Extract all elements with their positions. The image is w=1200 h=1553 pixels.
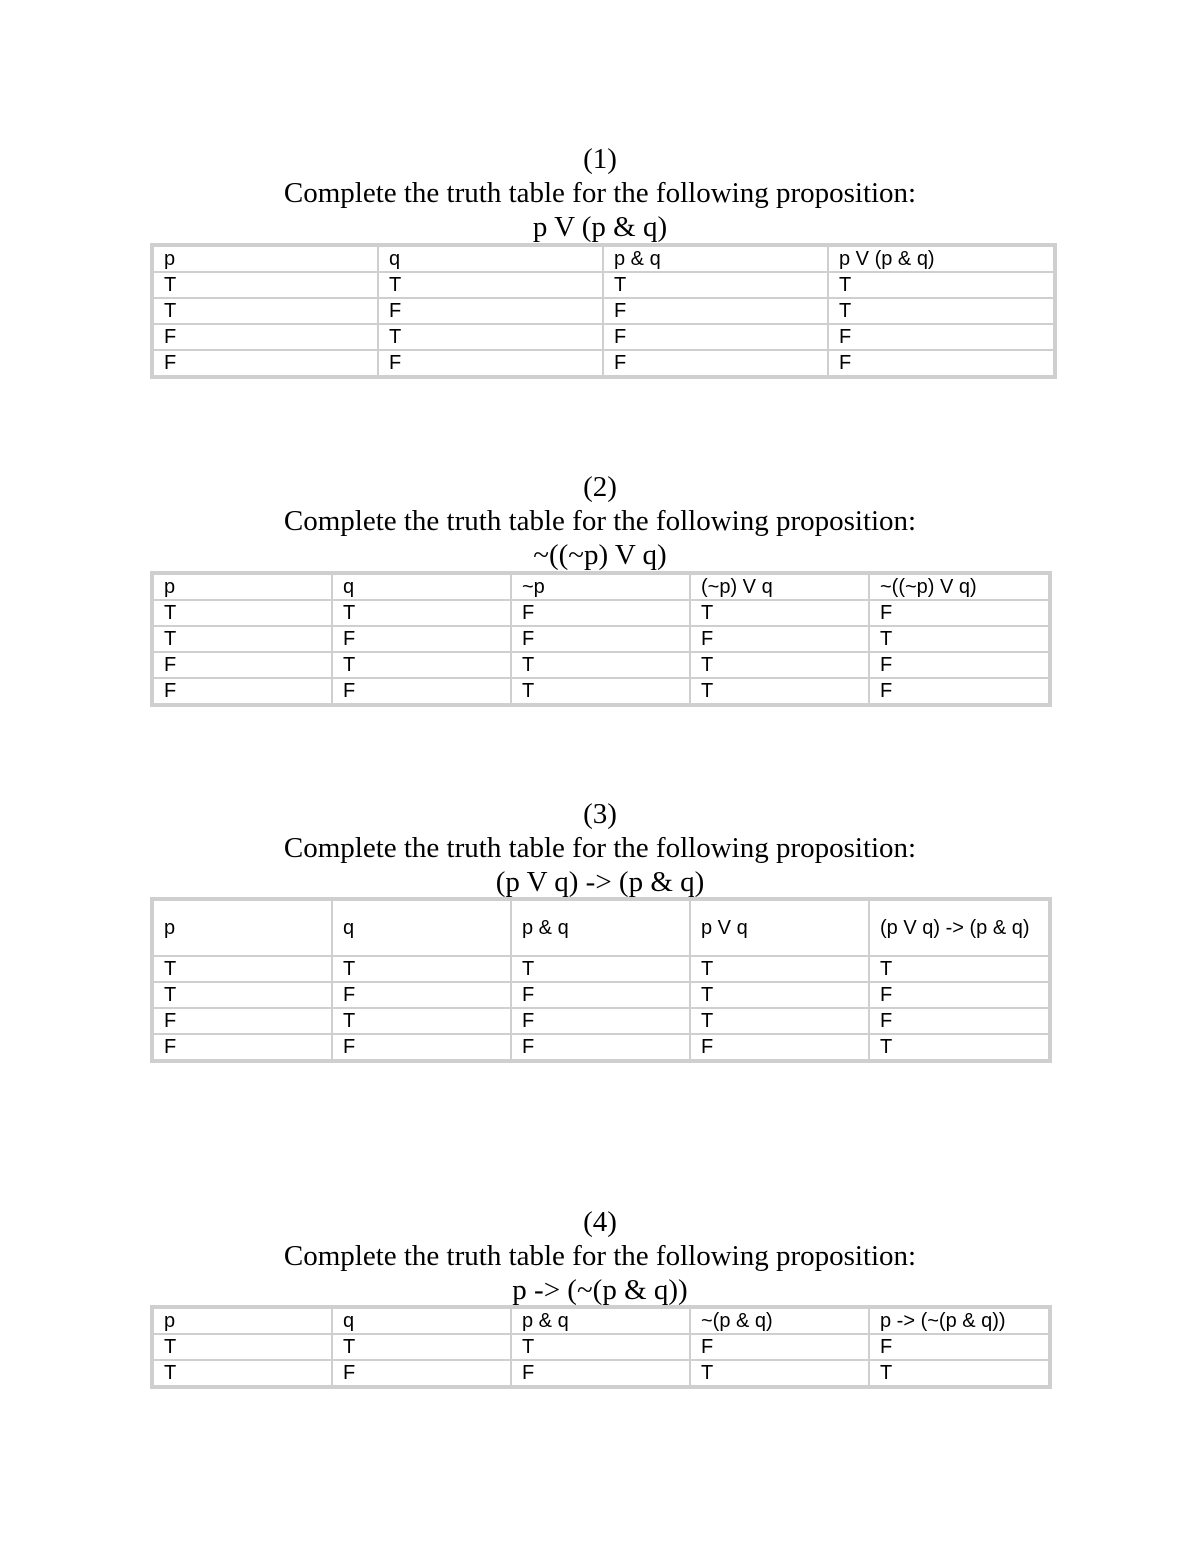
header-cell: p & q	[603, 246, 828, 272]
truth-table-2	[150, 571, 1052, 707]
header-cell: q	[332, 1308, 511, 1334]
table-row	[153, 626, 1049, 652]
table-cell: T	[153, 982, 332, 1008]
table-row	[153, 1008, 1049, 1034]
table-cell: F	[828, 350, 1054, 376]
problem-number: (4)	[583, 1206, 617, 1238]
truth-table-3	[150, 897, 1052, 1063]
table-cell: F	[869, 982, 1049, 1008]
table-row	[153, 324, 1054, 350]
table-cell: T	[869, 1034, 1049, 1060]
table-cell: F	[153, 1034, 332, 1060]
table-cell: F	[511, 1034, 690, 1060]
table-row	[153, 678, 1049, 704]
table-cell: F	[690, 1334, 869, 1360]
table-cell: T	[869, 956, 1049, 982]
table-cell: F	[332, 1034, 511, 1060]
header-cell: p & q	[511, 1308, 690, 1334]
header-cell: q	[332, 900, 511, 956]
table-cell: T	[511, 678, 690, 704]
header-cell: p	[153, 574, 332, 600]
table-row	[153, 982, 1049, 1008]
truth-table-4	[150, 1305, 1052, 1389]
table-cell: F	[511, 1008, 690, 1034]
truth-table-1	[150, 243, 1057, 379]
table-cell: T	[153, 1334, 332, 1360]
table-cell: T	[511, 652, 690, 678]
table-cell: F	[511, 600, 690, 626]
header-cell: (~p) V q	[690, 574, 869, 600]
problem-instruction: Complete the truth table for the following proposition:	[283, 1240, 917, 1272]
table-cell: T	[690, 1008, 869, 1034]
table-cell: T	[332, 1008, 511, 1034]
table-header-row	[153, 574, 1049, 600]
table-header-row	[153, 246, 1054, 272]
table-cell: F	[153, 1008, 332, 1034]
table-cell: F	[511, 1360, 690, 1386]
table-cell: T	[690, 1360, 869, 1386]
table-cell: T	[869, 1360, 1049, 1386]
table-cell: T	[869, 626, 1049, 652]
table-cell: F	[690, 1034, 869, 1060]
table-cell: T	[153, 1360, 332, 1386]
table-cell: F	[690, 626, 869, 652]
table-row	[153, 350, 1054, 376]
table-cell: F	[828, 324, 1054, 350]
table-row	[153, 1360, 1049, 1386]
table-cell: T	[690, 956, 869, 982]
table-cell: F	[153, 324, 378, 350]
table-cell: T	[153, 272, 378, 298]
problem-3	[0, 797, 1200, 899]
header-cell: p -> (~(p & q))	[869, 1308, 1049, 1334]
header-cell: ~((~p) V q)	[869, 574, 1049, 600]
table-cell: F	[332, 1360, 511, 1386]
table-cell: T	[332, 652, 511, 678]
table-cell: F	[153, 652, 332, 678]
table-cell: F	[603, 298, 828, 324]
problem-instruction: Complete the truth table for the following proposition:	[283, 832, 917, 864]
table-cell: F	[869, 600, 1049, 626]
table-cell: T	[153, 626, 332, 652]
header-cell: (p V q) -> (p & q)	[869, 900, 1049, 956]
table-cell: F	[332, 678, 511, 704]
table-cell: F	[332, 626, 511, 652]
table-header-row	[153, 900, 1049, 956]
table-cell: T	[828, 298, 1054, 324]
problem-instruction: Complete the truth table for the following proposition:	[283, 505, 917, 537]
table-cell: F	[332, 982, 511, 1008]
table-cell: T	[828, 272, 1054, 298]
header-cell: q	[378, 246, 603, 272]
table-cell: F	[869, 1008, 1049, 1034]
header-cell: p	[153, 1308, 332, 1334]
table-row	[153, 298, 1054, 324]
table-cell: F	[511, 982, 690, 1008]
table-cell: F	[153, 678, 332, 704]
table-row	[153, 272, 1054, 298]
table-cell: T	[690, 982, 869, 1008]
problem-proposition: (p V q) -> (p & q)	[495, 866, 705, 898]
header-cell: q	[332, 574, 511, 600]
table-row	[153, 1334, 1049, 1360]
table-cell: F	[603, 324, 828, 350]
table-cell: T	[153, 298, 378, 324]
problem-number: (2)	[583, 471, 617, 503]
table-cell: F	[378, 350, 603, 376]
table-cell: T	[690, 678, 869, 704]
table-cell: F	[603, 350, 828, 376]
header-cell: ~(p & q)	[690, 1308, 869, 1334]
header-cell: p & q	[511, 900, 690, 956]
table-row	[153, 1034, 1049, 1060]
problem-proposition: ~((~p) V q)	[533, 539, 667, 571]
header-cell: p V q	[690, 900, 869, 956]
problem-1	[0, 142, 1200, 244]
table-cell: T	[511, 1334, 690, 1360]
table-cell: F	[511, 626, 690, 652]
problem-proposition: p V (p & q)	[532, 211, 668, 243]
table-cell: F	[153, 350, 378, 376]
table-cell: T	[153, 600, 332, 626]
header-cell: p V (p & q)	[828, 246, 1054, 272]
table-cell: F	[869, 678, 1049, 704]
table-cell: F	[378, 298, 603, 324]
problem-instruction: Complete the truth table for the following proposition:	[283, 177, 917, 209]
header-cell: ~p	[511, 574, 690, 600]
header-cell: p	[153, 246, 378, 272]
table-cell: T	[378, 324, 603, 350]
problem-4	[0, 1205, 1200, 1307]
table-cell: T	[332, 1334, 511, 1360]
table-cell: T	[511, 956, 690, 982]
table-cell: T	[332, 956, 511, 982]
table-row	[153, 652, 1049, 678]
table-cell: F	[869, 652, 1049, 678]
table-cell: F	[869, 1334, 1049, 1360]
problem-number: (3)	[583, 798, 617, 830]
problem-2	[0, 470, 1200, 572]
table-header-row	[153, 1308, 1049, 1334]
table-cell: T	[690, 652, 869, 678]
table-cell: T	[690, 600, 869, 626]
table-cell: T	[603, 272, 828, 298]
table-cell: T	[378, 272, 603, 298]
header-cell: p	[153, 900, 332, 956]
problem-proposition: p -> (~(p & q))	[512, 1274, 688, 1306]
table-cell: T	[153, 956, 332, 982]
table-row	[153, 956, 1049, 982]
table-row	[153, 600, 1049, 626]
problem-number: (1)	[583, 143, 617, 175]
table-cell: T	[332, 600, 511, 626]
